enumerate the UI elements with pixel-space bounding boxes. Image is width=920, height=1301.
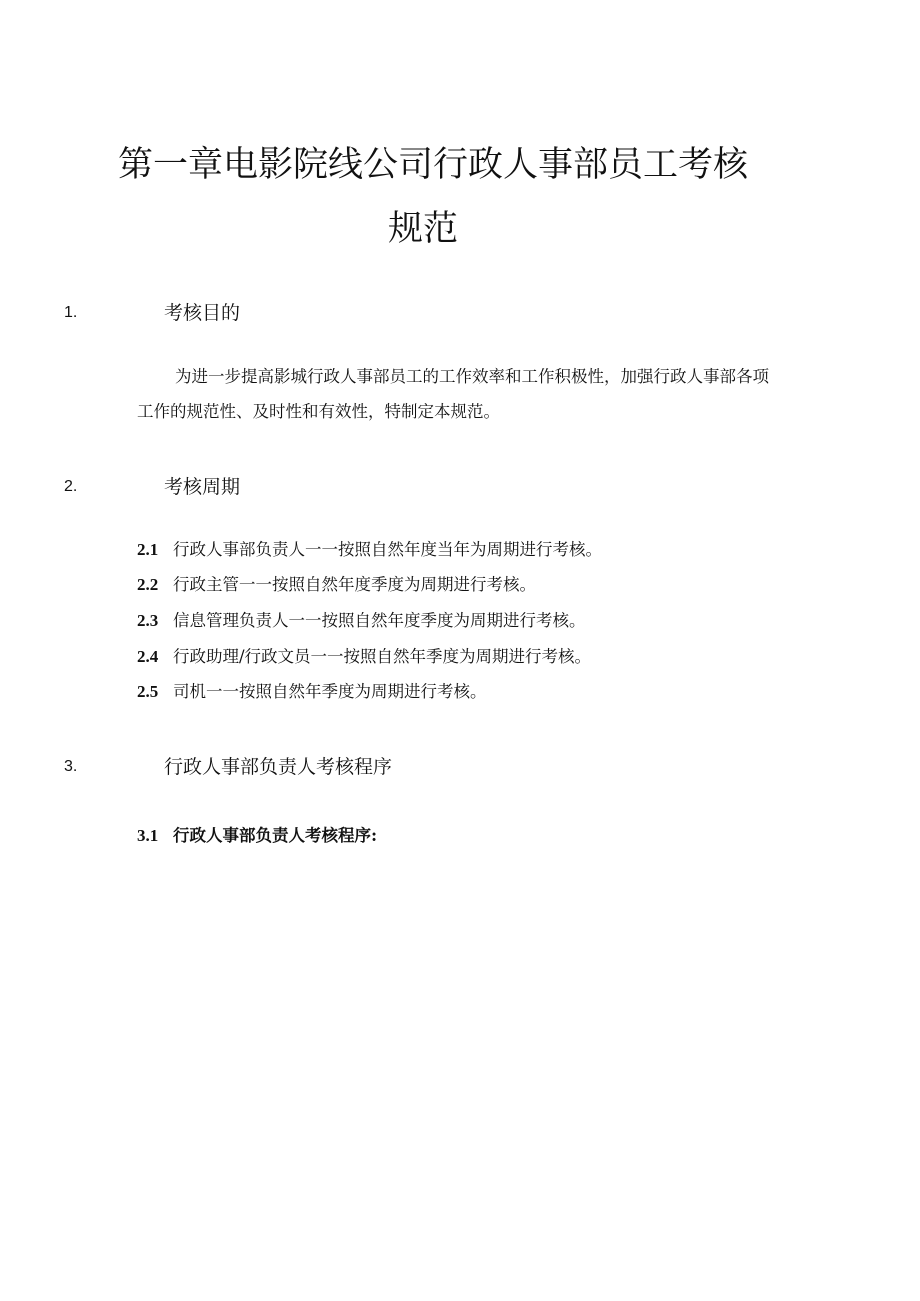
item-text: 行政主管一一按照自然年度季度为周期进行考核。: [173, 575, 536, 594]
item-text: 信息管理负责人一一按照自然年度季度为周期进行考核。: [173, 611, 586, 630]
document-title-line-1: 第一章电影院线公司行政人事部员工考核: [118, 145, 749, 185]
section-2-heading: [0, 473, 920, 501]
section-3-heading: [0, 753, 920, 781]
item-number: 2.5: [137, 682, 159, 701]
list-item: [137, 535, 602, 565]
item-number: 2.2: [137, 575, 159, 594]
list-item: [137, 570, 536, 600]
section-number: 1.: [64, 304, 78, 321]
list-item: [137, 677, 487, 707]
section-title: 考核目的: [164, 302, 241, 324]
item-number: 2.1: [137, 540, 159, 559]
section-number: 3.: [64, 758, 78, 775]
list-item: [137, 642, 591, 672]
item-text: 行政助理/行政文员一一按照自然年季度为周期进行考核。: [173, 647, 592, 666]
item-text: 行政人事部负责人一一按照自然年度当年为周期进行考核。: [173, 540, 602, 559]
section-title: 考核周期: [164, 476, 241, 498]
subsection-title: 行政人事部负责人考核程序:: [173, 826, 378, 845]
section-number: 2.: [64, 478, 78, 495]
subsection-number: 3.1: [137, 826, 159, 845]
list-item: [137, 606, 586, 636]
section-1-heading: [0, 299, 920, 327]
item-number: 2.3: [137, 611, 159, 630]
document-title-line-2: 规范: [388, 209, 459, 249]
section-1-paragraph: 为进一步提高影城行政人事部员工的工作效率和工作积极性，加强行政人事部各项工作的规范性、及时性和有效性，特制定本规范。: [137, 367, 769, 421]
item-text: 司机一一按照自然年季度为周期进行考核。: [173, 682, 487, 701]
section-title: 行政人事部负责人考核程序: [164, 756, 393, 778]
subsection-3-1: [137, 821, 377, 851]
item-number: 2.4: [137, 647, 159, 666]
